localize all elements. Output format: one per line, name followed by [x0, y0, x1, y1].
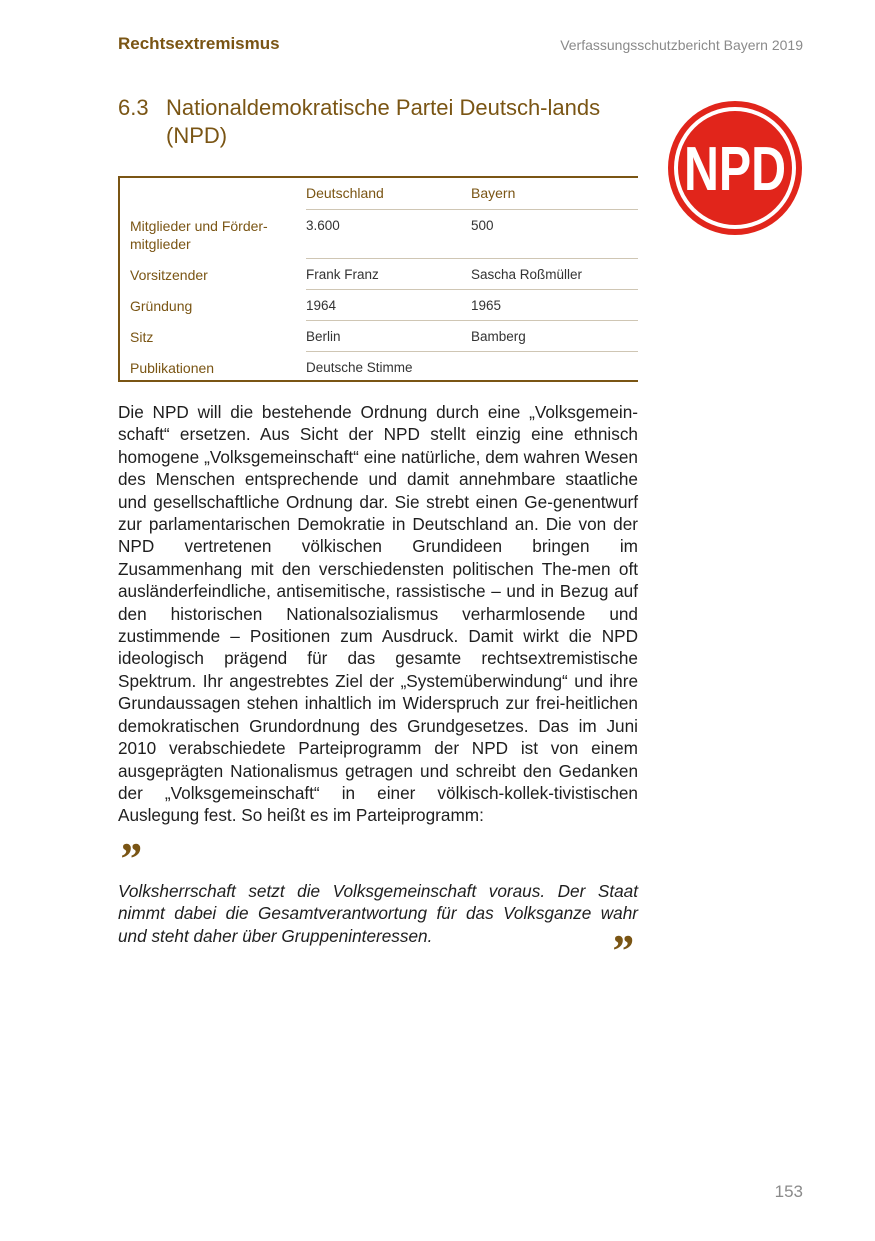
cell-deutschland: Deutsche Stimme	[306, 352, 471, 383]
section-heading: Nationaldemokratische Partei Deutsch-lands (NPD)	[166, 95, 601, 148]
section-number: 6.3	[118, 95, 149, 120]
row-label: Gründung	[130, 297, 193, 314]
quote-text: Volksherrschaft setzt die Volksgemeinschaft voraus. Der Staat nimmt dabei die Gesamtverantwortung für das Volksganze wahr und steht daher über Gruppeninteressen.	[118, 881, 638, 946]
running-head-publication: Verfassungsschutzbericht Bayern 2019	[560, 37, 803, 53]
table-row	[120, 259, 638, 290]
facts-header-deutschland: Deutschland	[306, 178, 471, 210]
body-paragraph: Die NPD will die bestehende Ordnung durch eine „Volksgemein-schaft“ ersetzen. Aus Sicht der NPD stellt einzig eine ethnisch homogene „Volksgemeinschaft“ eine natürliche, dem wahren Wesen des Menschen entsprechende und damit annehmbare staatliche und gesellschaftliche Ordnung dar. Sie strebt einen Ge-genentwurf zur parlamentarischen Demokratie in Deutschland an. Die von der NPD vertretenen völkischen Grundideen bringen im Zusammenhang mit den verschiedensten politischen The-men oft ausländerfeindliche, antisemitische, rassistische – und in Bezug auf den historischen Nationalsozialismus verharmlosende und zustimmende – Positionen zum Ausdruck. Damit wirkt die NPD ideologisch prägend für das gesamte rechtsextremistische Spektrum. Ihr angestrebtes Ziel der „Systemüberwindung“ und ihre Grundaussagen stehen inhaltlich im Widerspruch zur frei-heitlichen demokratischen Grundordnung des Grundgesetzes. Das im Juni 2010 verabschiedete Parteiprogramm der NPD ist von einem ausgeprägten Nationalismus getragen und schreibt den Gedanken der „Volksgemeinschaft“ in einer völkisch-kollek-tivistischen Auslegung fest. So heißt es im Parteiprogramm:	[118, 402, 638, 826]
npd-logo	[667, 100, 803, 236]
facts-header-bayern: Bayern	[471, 178, 638, 210]
table-row	[120, 321, 638, 352]
cell-deutschland: 1964	[306, 290, 471, 321]
section-title	[118, 94, 618, 150]
quote-close-mark: ”	[610, 925, 633, 976]
running-head-section: Rechtsextremismus	[118, 34, 280, 53]
cell-deutschland: 3.600	[306, 210, 471, 259]
cell-deutschland: Berlin	[306, 321, 471, 352]
facts-header-empty	[120, 178, 306, 210]
table-row	[120, 352, 638, 383]
logo-text: NPD	[683, 134, 787, 204]
cell-bayern: 500	[471, 210, 638, 259]
cell-bayern: 1965	[471, 290, 638, 321]
row-label: Vorsitzender	[130, 266, 208, 283]
cell-bayern: Sascha Roßmüller	[471, 259, 638, 290]
cell-bayern	[471, 352, 638, 383]
facts-header-row	[120, 178, 638, 210]
row-label: Mitglieder und Förder-mitglieder	[130, 217, 268, 252]
page-number: 153	[774, 1182, 803, 1201]
cell-deutschland: Frank Franz	[306, 259, 471, 290]
quote-open-mark: ”	[118, 833, 141, 884]
row-label: Publikationen	[130, 359, 215, 376]
facts-table	[118, 176, 638, 382]
cell-bayern: Bamberg	[471, 321, 638, 352]
table-row	[120, 210, 638, 259]
row-label: Sitz	[130, 328, 154, 345]
table-row	[120, 290, 638, 321]
